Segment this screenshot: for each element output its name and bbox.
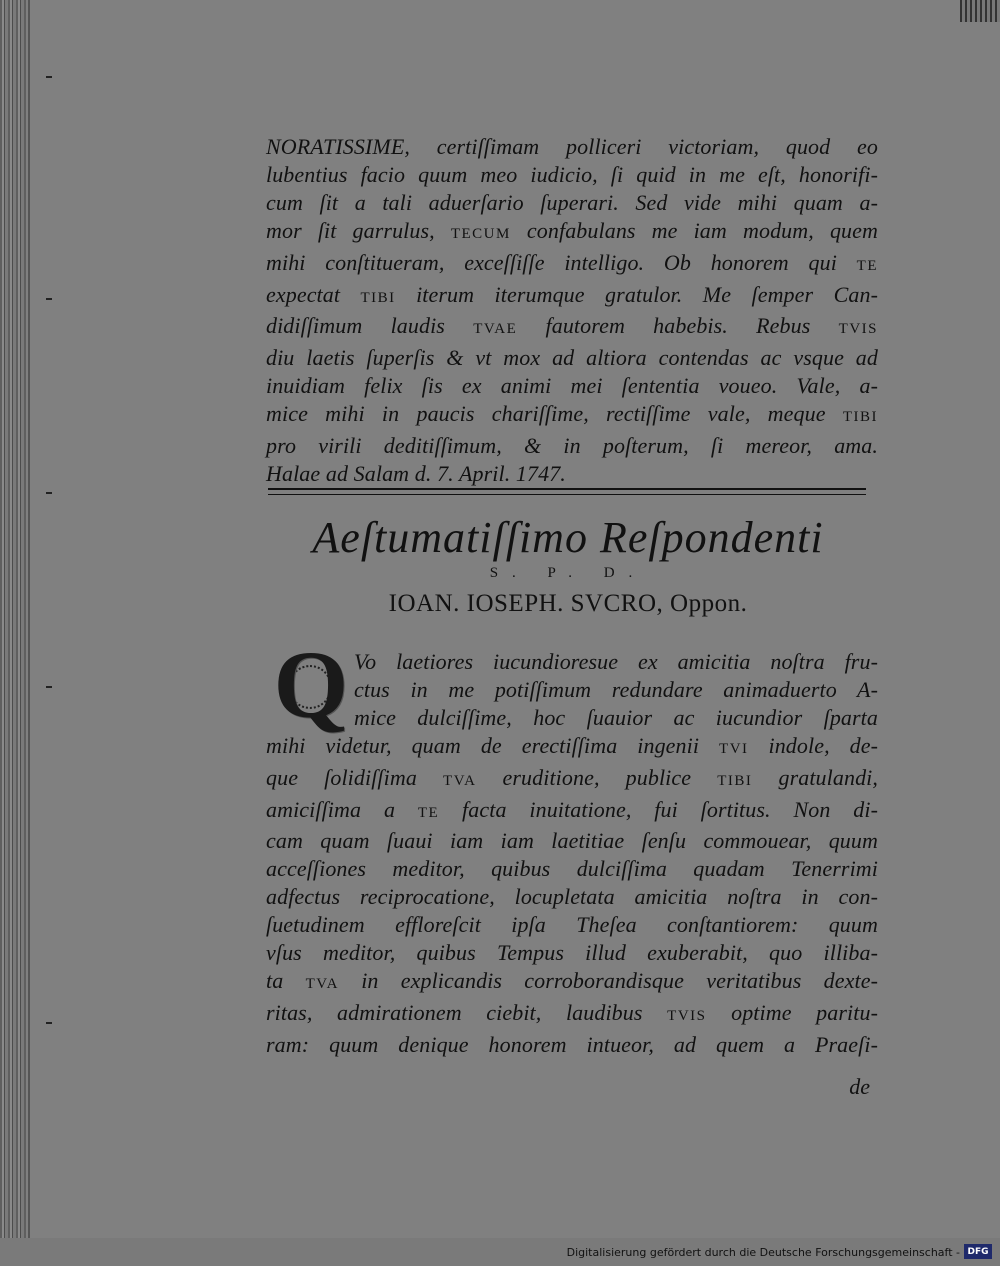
text-line: mihi videtur, quam de erectiſſima ingenii TVI indole, de-: [266, 732, 879, 758]
margin-mark: [46, 76, 52, 78]
author-line: IOAN. IOSEPH. SVCRO, Oppon.: [388, 590, 748, 617]
date-line: Halae ad Salam d. 7. April. 1747.: [266, 460, 566, 486]
text-line: diu laetis ſuperſis & vt mox ad altiora contendas ac vsque ad: [266, 345, 878, 371]
margin-mark: [46, 1022, 52, 1024]
margin-mark: [46, 686, 52, 688]
section-divider: [268, 488, 866, 495]
text-line: mihi conſtitueram, exceſſiſſe intelligo. Ob honorem qui TE: [266, 249, 878, 275]
dfg-logo-icon: DFG: [964, 1244, 992, 1259]
margin-mark: [46, 492, 52, 494]
text-line: acceſſiones meditor, quibus dulciſſima quadam Tenerrimi: [266, 856, 878, 882]
text-line: ctus in me potiſſimum redundare animaduerto A-: [354, 676, 878, 702]
margin-mark: [46, 298, 52, 300]
book-binding: [0, 0, 26, 1238]
text-line: mor ſit garrulus, TECUM confabulans me iam modum, quem: [266, 217, 878, 243]
letter-heading: Aeſtumatiſſimo Reſpondenti: [312, 513, 824, 562]
text-line: ſuetudinem effloreſcit ipſa Theſea conſtantiorem: quum: [266, 912, 878, 938]
text-line: cum ſit a tali aduerſario ſuperari. Sed vide mihi quam a-: [266, 189, 878, 215]
text-line: inuidiam felix ſis ex animi mei ſententia voueo. Vale, a-: [266, 373, 878, 399]
page-edge: [960, 0, 1000, 22]
text-line: didiſſimum laudis TVAE fautorem habebis. Rebus TVIS: [266, 313, 878, 339]
text-line: pro virili deditiſſimum, & in poſterum, ſi mereor, ama.: [266, 433, 878, 459]
catchword: de: [849, 1074, 870, 1099]
text-line: cam quam ſuaui iam iam laetitiae ſenſu commouear, quum: [266, 828, 878, 854]
letter-body-text: [266, 648, 878, 1059]
text-line: adfectus reciprocatione, locupletata amicitia noſtra in con-: [266, 884, 878, 910]
previous-letter-text: [266, 133, 878, 488]
drop-cap: Q: [273, 630, 349, 738]
text-line: Vo laetiores iucundioresue ex amicitia noſtra fru-: [354, 649, 878, 674]
text-line: ta TVA in explicandis corroborandisque veritatibus dexte-: [266, 967, 878, 993]
text-line: que ſolidiſſima TVA eruditione, publice TIBI gratulandi,: [266, 764, 878, 790]
text-line: mice dulciſſime, hoc ſuauior ac iucundior ſparta: [354, 704, 878, 730]
page-gutter-line: [28, 0, 30, 1238]
text-line: ritas, admirationem ciebit, laudibus TVIS optime paritu-: [266, 999, 878, 1025]
text-line: ram: quum denique honorem intueor, ad quem a Praeſi-: [266, 1031, 878, 1057]
text-line: NORATISSIME, certiſſimam polliceri victoriam, quod eo: [266, 134, 878, 159]
text-line: vſus meditor, quibus Tempus illud exuberabit, quo illiba-: [266, 940, 878, 966]
salutation: S. P. D.: [489, 565, 647, 581]
text-line: lubentius facio quum meo iudicio, ſi quid in me eſt, honorifi-: [266, 161, 878, 187]
text-line: expectat TIBI iterum iterumque gratulor. Me ſemper Can-: [266, 281, 878, 307]
funding-credit: Digitalisierung gefördert durch die Deutsche Forschungsgemeinschaft -: [566, 1246, 960, 1259]
text-line: mice mihi in paucis chariſſime, rectiſſime vale, meque TIBI: [266, 401, 878, 427]
text-line: amiciſſima a TE facta inuitatione, fui ſortitus. Non di-: [266, 796, 878, 822]
footer-bar: [0, 1238, 1000, 1266]
